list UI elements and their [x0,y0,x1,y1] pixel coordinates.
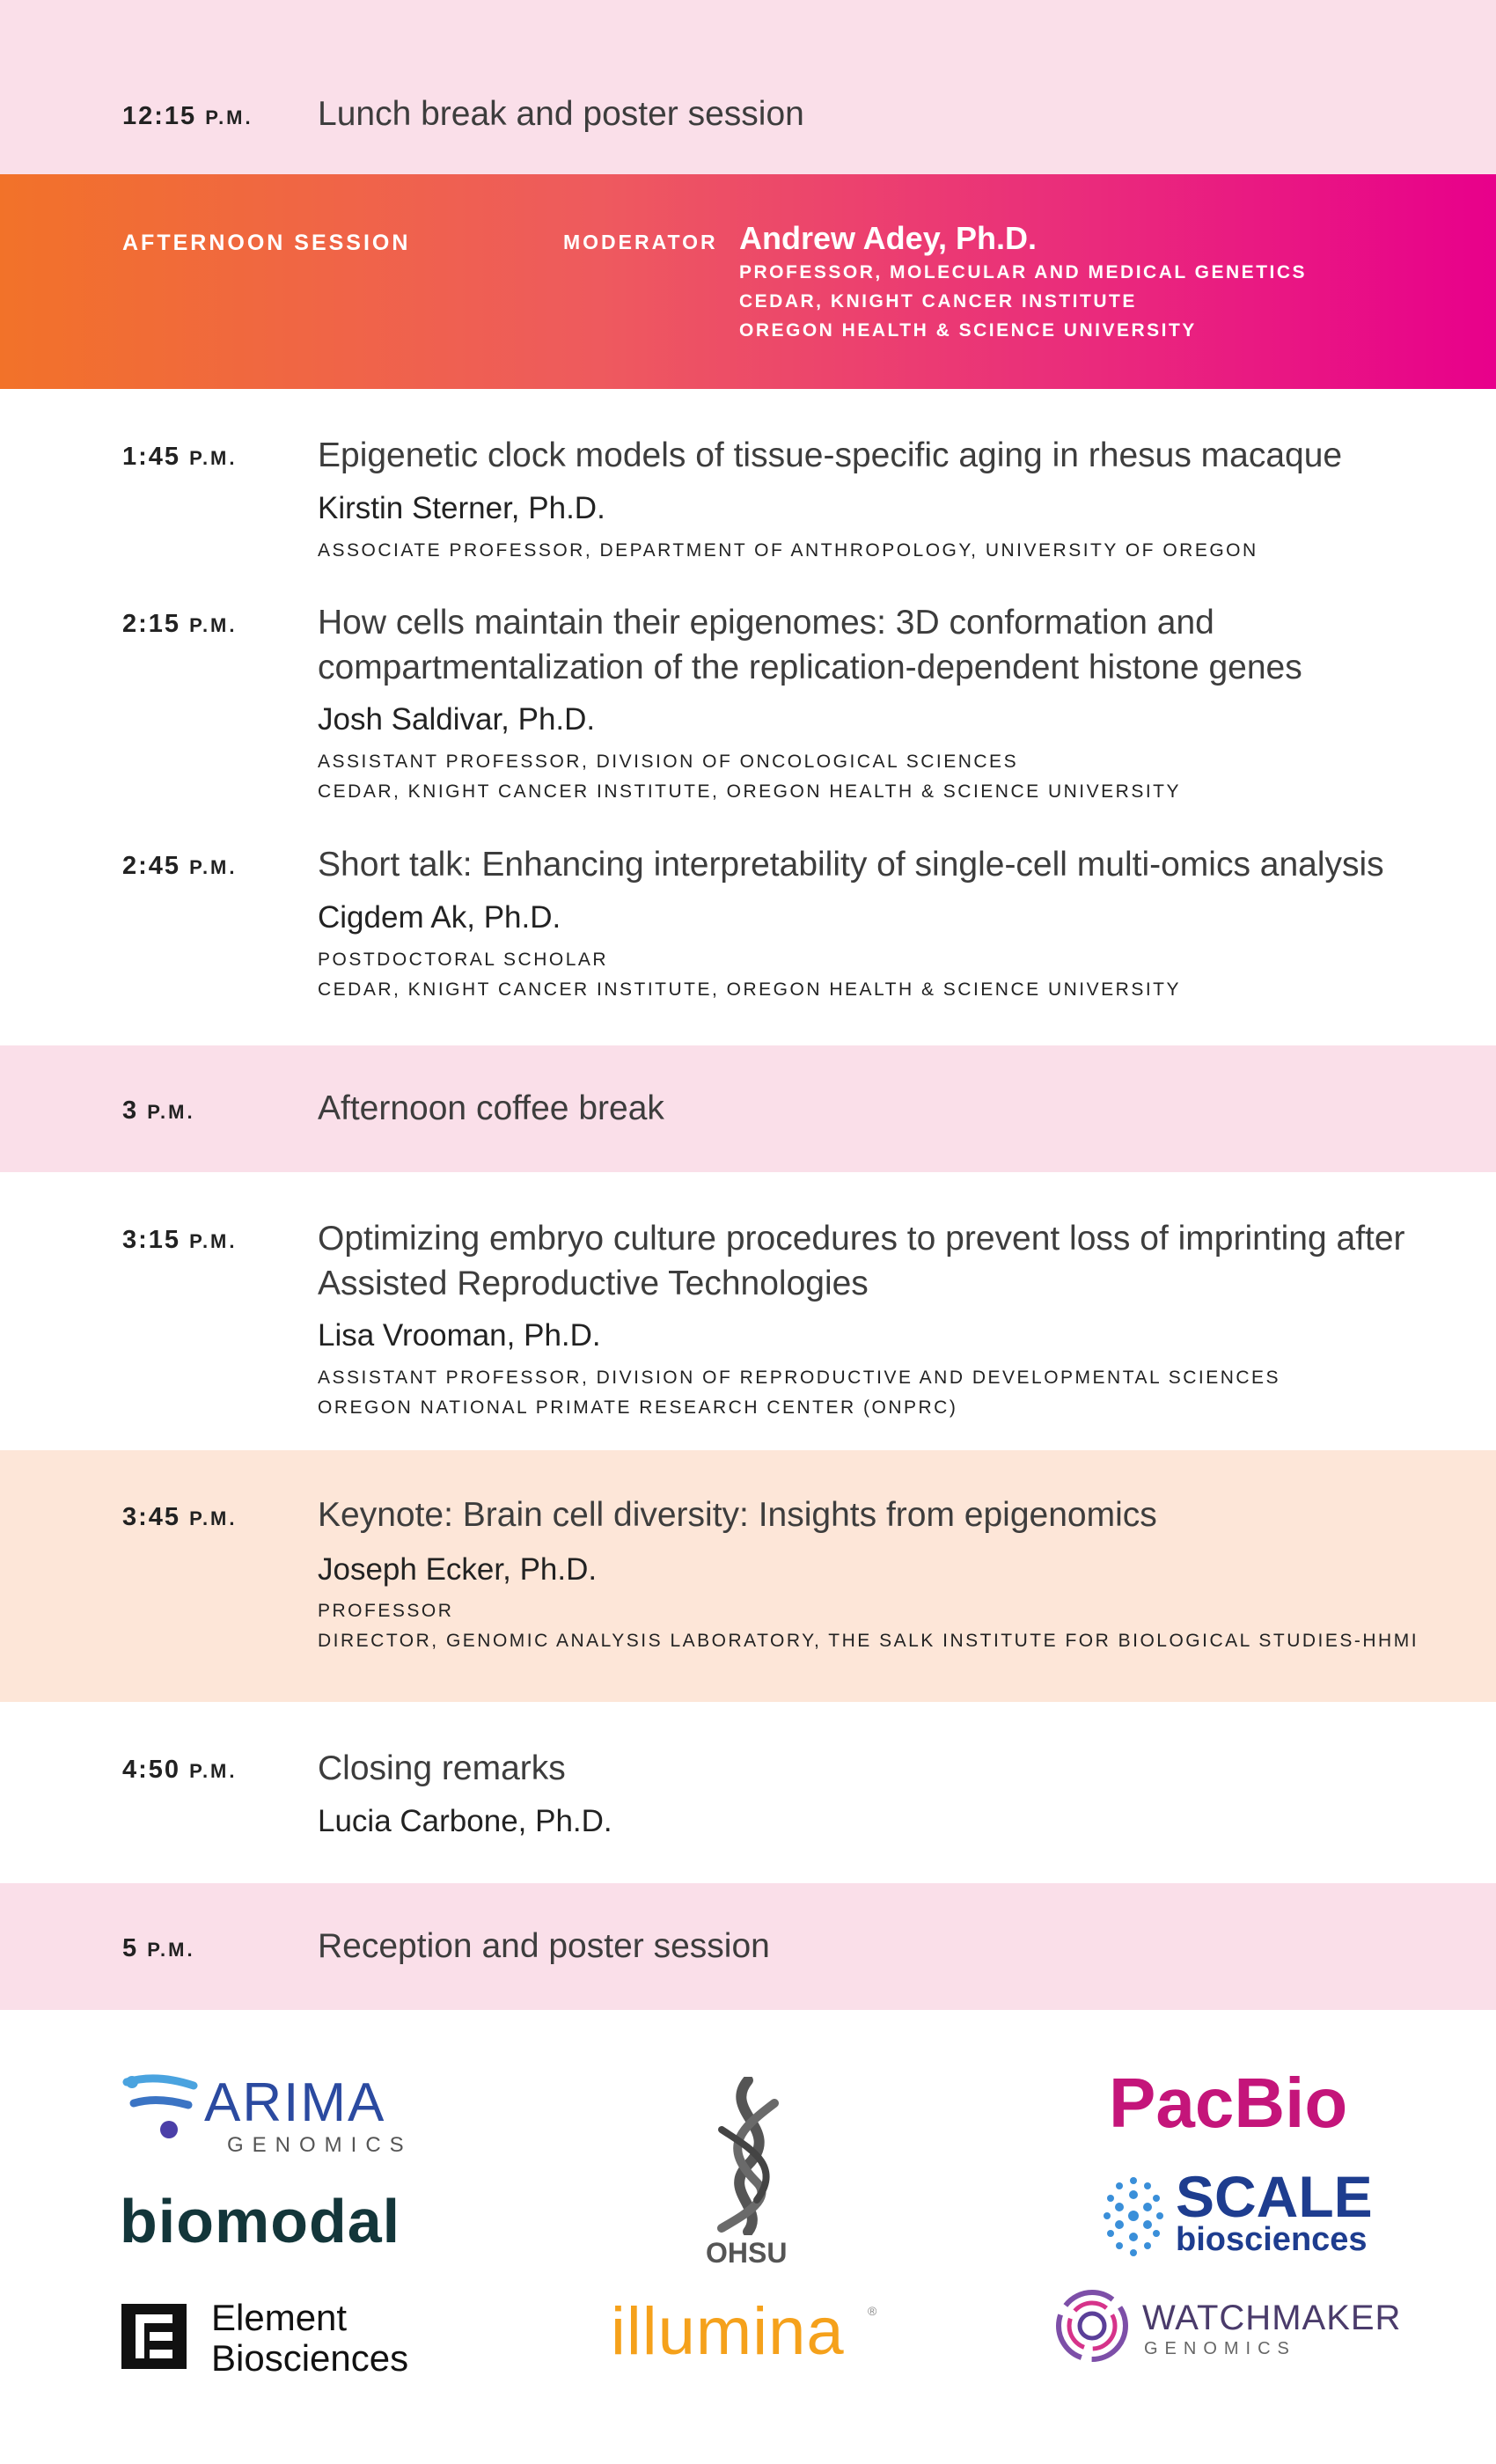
coffee-time [122,1096,195,1126]
illumina-logo [611,2293,892,2381]
time-ampm: P.M. [147,1939,195,1961]
talk-time [122,852,238,881]
speaker-name: Lucia Carbone, Ph.D. [318,1804,612,1838]
reception-time [122,1934,195,1963]
keynote-row [0,1450,1496,1702]
arima-sub: GENOMICS [227,2133,413,2157]
watchmaker-name: WATCHMAKER [1142,2299,1402,2337]
time-value: 3:15 [122,1226,181,1254]
keynote-title: Keynote: Brain cell diversity: Insights from epigenomics [318,1496,1157,1534]
speaker-name: Kirstin Sterner, Ph.D. [318,491,605,525]
moderator-line: CEDAR, KNIGHT CANCER INSTITUTE [739,291,1137,312]
watchmaker-sub: GENOMICS [1144,2339,1296,2358]
time-value: 2:45 [122,852,181,880]
arima-name: ARIMA [204,2072,386,2133]
lunch-time [122,102,253,131]
session-label: AFTERNOON SESSION [122,231,411,255]
scale-line1: SCALE [1176,2164,1373,2229]
speaker-name: Cigdem Ak, Ph.D. [318,900,561,935]
speaker-affiliation: CEDAR, KNIGHT CANCER INSTITUTE, OREGON HEALTH & SCIENCE UNIVERSITY [318,781,1181,802]
time-value: 5 [122,1934,139,1962]
biomodal-logo: biomodal [120,2187,401,2255]
speaker-name: Josh Saldivar, Ph.D. [318,702,596,737]
talk-title: Optimizing embryo culture procedures to prevent loss of imprinting after Assisted Reproductive Technologies [318,1220,1405,1302]
closing-time [122,1756,238,1785]
coffee-title: Afternoon coffee break [318,1089,664,1127]
speaker-affiliation: ASSISTANT PROFESSOR, DIVISION OF REPRODUCTIVE AND DEVELOPMENTAL SCIENCES [318,1368,1281,1388]
time-value: 3:45 [122,1503,181,1531]
keynote-time [122,1503,238,1532]
arima-genomics-logo [121,2070,447,2167]
arima-mark-icon [121,2070,201,2140]
time-value: 12:15 [122,102,197,130]
pacbio-name: PacBio [1109,2064,1348,2142]
element-line1: Element [211,2297,348,2338]
scale-dots-icon [1098,2172,1169,2260]
time-ampm: P.M. [147,1101,195,1123]
pacbio-logo [1109,2063,1408,2142]
speaker-name: Lisa Vrooman, Ph.D. [318,1318,601,1353]
scale-line2: biosciences [1176,2221,1368,2258]
ohsu-flame-icon [686,2077,810,2235]
talk-time [122,610,238,639]
talk-title: How cells maintain their epigenomes: 3D conformation and compartmentalization of the replication-dependent histone genes [318,604,1302,686]
time-value: 1:45 [122,443,181,471]
time-ampm: P.M. [189,447,238,469]
lunch-row [0,0,1496,174]
time-ampm: P.M. [189,856,238,878]
speaker-affiliation: POSTDOCTORAL SCHOLAR [318,950,609,970]
reception-title: Reception and poster session [318,1927,770,1965]
time-value: 3 [122,1096,139,1125]
coffee-row [0,1045,1496,1172]
element-biosciences-logo [121,2297,456,2380]
talk-title: Epigenetic clock models of tissue-specific aging in rhesus macaque [318,436,1343,474]
speaker-affiliation: ASSISTANT PROFESSOR, DIVISION OF ONCOLOGICAL SCIENCES [318,752,1019,772]
lunch-title: Lunch break and poster session [318,95,804,133]
talk-time [122,443,238,472]
speaker-affiliation: OREGON NATIONAL PRIMATE RESEARCH CENTER (ONPRC) [318,1397,958,1418]
speaker-affiliation: PROFESSOR [318,1601,454,1621]
watchmaker-ring-icon [1052,2286,1132,2365]
moderator-line: PROFESSOR, MOLECULAR AND MEDICAL GENETICS [739,262,1308,282]
speaker-affiliation: ASSOCIATE PROFESSOR, DEPARTMENT OF ANTHROPOLOGY, UNIVERSITY OF OREGON [318,540,1258,561]
scale-biosciences-logo [1098,2164,1406,2265]
talk-time [122,1226,238,1255]
speaker-name: Joseph Ecker, Ph.D. [318,1552,598,1587]
element-line2: Biosciences [211,2337,409,2379]
illumina-name: illumina [611,2294,845,2369]
time-ampm: P.M. [189,1507,238,1529]
reception-row [0,1883,1496,2010]
ohsu-logo [686,2077,810,2270]
illumina-registered: ® [868,2304,877,2318]
moderator-name: Andrew Adey, Ph.D. [739,220,1038,256]
moderator-label: MODERATOR [563,231,718,253]
time-ampm: P.M. [189,1760,238,1782]
talk-title: Short talk: Enhancing interpretability of single-cell multi-omics analysis [318,846,1384,884]
time-value: 2:15 [122,610,181,638]
time-value: 4:50 [122,1756,181,1784]
moderator-line: OREGON HEALTH & SCIENCE UNIVERSITY [739,320,1197,341]
time-ampm: P.M. [189,614,238,636]
time-ampm: P.M. [205,106,253,128]
element-mark-icon [121,2304,187,2369]
closing-title: Closing remarks [318,1749,566,1787]
speaker-affiliation: DIRECTOR, GENOMIC ANALYSIS LABORATORY, THE SALK INSTITUTE FOR BIOLOGICAL STUDIES-HHMI [318,1631,1419,1651]
ohsu-name: OHSU [706,2237,788,2269]
speaker-affiliation: CEDAR, KNIGHT CANCER INSTITUTE, OREGON HEALTH & SCIENCE UNIVERSITY [318,979,1181,1000]
watchmaker-genomics-logo [1052,2286,1413,2374]
time-ampm: P.M. [189,1230,238,1252]
